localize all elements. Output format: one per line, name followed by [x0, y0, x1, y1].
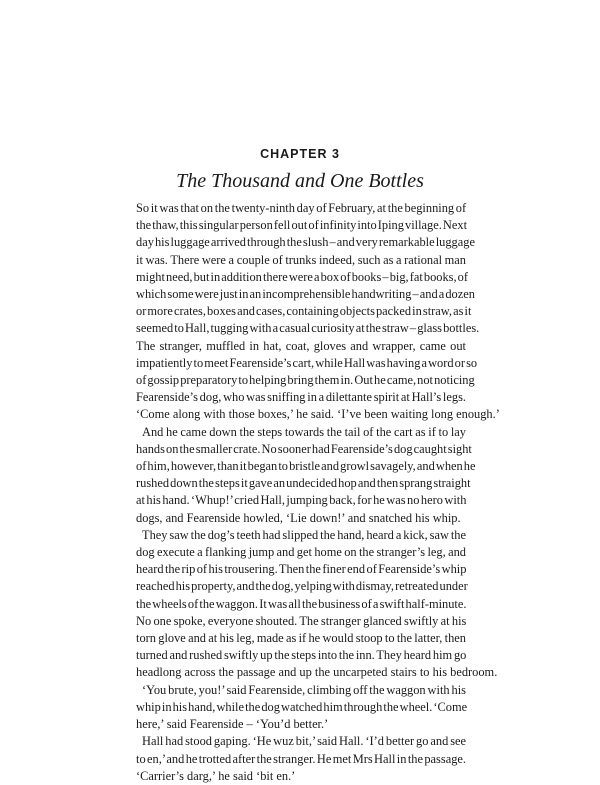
- paragraph: [136, 424, 476, 527]
- paragraph: [136, 682, 466, 734]
- text-line: whip in his hand, while the dog watched him through the wheel. ‘Come: [136, 699, 468, 714]
- chapter-number: CHAPTER 3: [260, 147, 340, 161]
- text-line: impatiently to meet Fearenside’s cart, while Hall was having a word or so: [136, 355, 478, 370]
- text-line: turned and rushed swiftly up the steps into the inn. They heard him go: [136, 648, 467, 663]
- text-line: seemed to Hall, tugging with a casual curiosity at the straw – glass bottles.: [136, 321, 480, 336]
- text-line: it was. There were a couple of trunks indeed, such as a rational man: [136, 252, 466, 267]
- text-line: day his luggage arrived through the slush – and very remarkable luggage: [136, 235, 475, 250]
- text-line: might need, but in addition there were a box of books – big, fat books, of: [136, 269, 469, 284]
- text-line: ‘Carrier’s darg,’ he said ‘bit en.’: [136, 768, 296, 783]
- paragraph: [136, 200, 500, 424]
- text-line: here,’ said Fearenside – ‘You’d better.’: [136, 717, 329, 732]
- text-line: The stranger, muffled in hat, coat, gloves and wrapper, came out: [136, 338, 466, 353]
- text-line: ‘You brute, you!’ said Fearenside, climbing off the waggon with his: [142, 682, 466, 697]
- text-line: No one spoke, everyone shouted. The stranger glanced swiftly at his: [136, 613, 467, 628]
- text-line: of him, however, than it began to bristle and growl savagely, and when he: [136, 459, 476, 474]
- text-line: They saw the dog’s teeth had slipped the hand, heard a kick, saw the: [142, 527, 466, 542]
- text-line: reached his property, and the dog, yelping with dismay, retreated under: [136, 579, 468, 594]
- text-line: dog execute a flanking jump and get home on the stranger’s leg, and: [136, 545, 466, 560]
- paragraph: [136, 733, 466, 785]
- text-line: And he came down the steps towards the tail of the cart as if to lay: [142, 424, 466, 439]
- text-line: at his hand. ‘Whup!’ cried Hall, jumping back, for he was no hero with: [136, 493, 467, 508]
- text-line: the wheels of the waggon. It was all the business of a swift half-minute.: [136, 596, 467, 611]
- text-line: Hall had stood gaping. ‘He wuz bit,’ said Hall. ‘I’d better go and see: [142, 734, 467, 749]
- text-line: to en,’ and he trotted after the stranger. He met Mrs Hall in the passage.: [136, 751, 466, 766]
- chapter-body: [136, 200, 500, 785]
- text-line: which some were just in an incomprehensible handwriting – and a dozen: [136, 287, 475, 302]
- text-line: ‘Come along with those boxes,’ he said. ‘I’ve been waiting long enough.’: [136, 407, 500, 422]
- text-line: the thaw, this singular person fell out of infinity into Iping village. Next: [136, 218, 468, 233]
- text-line: rushed down the steps it gave an undecided hop and then sprang straight: [136, 476, 471, 491]
- chapter-title: The Thousand and One Bottles: [176, 170, 424, 192]
- text-line: of gossip preparatory to helping bring them in. Out he came, not noticing: [136, 373, 475, 388]
- text-line: heard the rip of his trousering. Then the finer end of Fearenside’s whip: [136, 562, 467, 577]
- text-line: or more crates, boxes and cases, containing objects packed in straw, as it: [136, 304, 472, 319]
- text-line: Fearenside’s dog, who was sniffing in a dilettante spirit at Hall’s legs.: [136, 390, 466, 405]
- text-line: torn glove and at his leg, made as if he would stoop to the latter, then: [136, 631, 466, 646]
- text-line: headlong across the passage and up the uncarpeted stairs to his bedroom.: [136, 665, 498, 680]
- text-line: hands on the smaller crate. No sooner had Fearenside’s dog caught sight: [136, 441, 472, 456]
- text-line: dogs, and Fearenside howled, ‘Lie down!’ and snatched his whip.: [136, 510, 461, 525]
- paragraph: [136, 527, 498, 682]
- text-line: So it was that on the twenty-ninth day of February, at the beginning of: [136, 201, 467, 215]
